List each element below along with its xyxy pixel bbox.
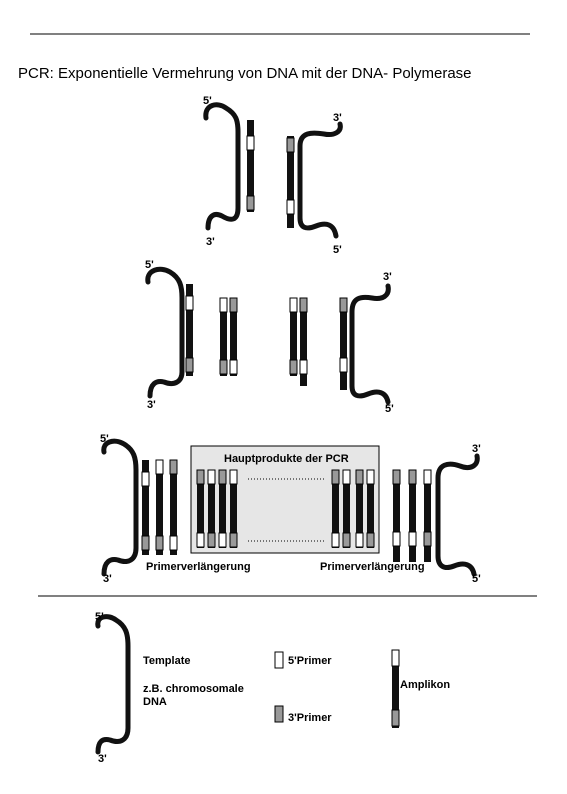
new-strand xyxy=(186,284,193,376)
label-3prime: 3' xyxy=(103,573,112,585)
legend xyxy=(95,611,450,765)
stage-2 xyxy=(145,259,394,415)
template-strand-right xyxy=(300,124,340,236)
legend-5prime-label: 5'Primer xyxy=(288,655,332,667)
legend-3prime-swatch xyxy=(275,706,283,722)
amplicon-pair xyxy=(220,298,237,376)
legend-template-note: z.B. chromosomale xyxy=(143,683,244,695)
label-5prime: 5' xyxy=(145,259,154,271)
legend-5prime-swatch xyxy=(275,652,283,668)
legend-amplicon-label: Amplikon xyxy=(400,679,451,691)
extension-group-left xyxy=(142,460,177,555)
stage-1 xyxy=(203,95,342,256)
new-strand-right xyxy=(287,136,294,228)
new-strand-left xyxy=(247,120,254,212)
template-strand-left xyxy=(148,269,182,396)
new-strand xyxy=(340,298,347,390)
amplicon-pair xyxy=(290,298,307,386)
label-5prime: 5' xyxy=(333,244,342,256)
template-strand-right xyxy=(352,286,388,402)
label-5prime: 5' xyxy=(472,573,481,585)
extension-group-right xyxy=(393,470,431,562)
primer-extension-right: Primerverlängerung xyxy=(320,561,425,573)
legend-3prime-label: 3'Primer xyxy=(288,712,332,724)
label-3prime: 3' xyxy=(383,271,392,283)
label-3prime: 3' xyxy=(98,753,107,765)
template-strand-left xyxy=(206,105,238,228)
legend-amplicon-bar xyxy=(392,650,399,728)
legend-template-note: DNA xyxy=(143,696,167,708)
label-3prime: 3' xyxy=(472,443,481,455)
label-5prime: 5' xyxy=(385,403,394,415)
legend-template-label: Template xyxy=(143,655,191,667)
template-strand-left xyxy=(104,441,136,574)
primer-extension-left: Primerverlängerung xyxy=(146,561,251,573)
label-5prime: 5' xyxy=(95,611,104,623)
label-3prime: 3' xyxy=(333,112,342,124)
label-5prime: 5' xyxy=(100,433,109,445)
stage-3 xyxy=(100,433,481,585)
main-products-title: Hauptprodukte der PCR xyxy=(224,453,349,465)
label-3prime: 3' xyxy=(206,236,215,248)
label-3prime: 3' xyxy=(147,399,156,411)
template-strand-right xyxy=(438,456,477,574)
label-5prime: 5' xyxy=(203,95,212,107)
page-title: PCR: Exponentielle Vermehrung von DNA mit der DNA- Polymerase xyxy=(18,65,472,82)
legend-template-strand xyxy=(98,617,128,752)
